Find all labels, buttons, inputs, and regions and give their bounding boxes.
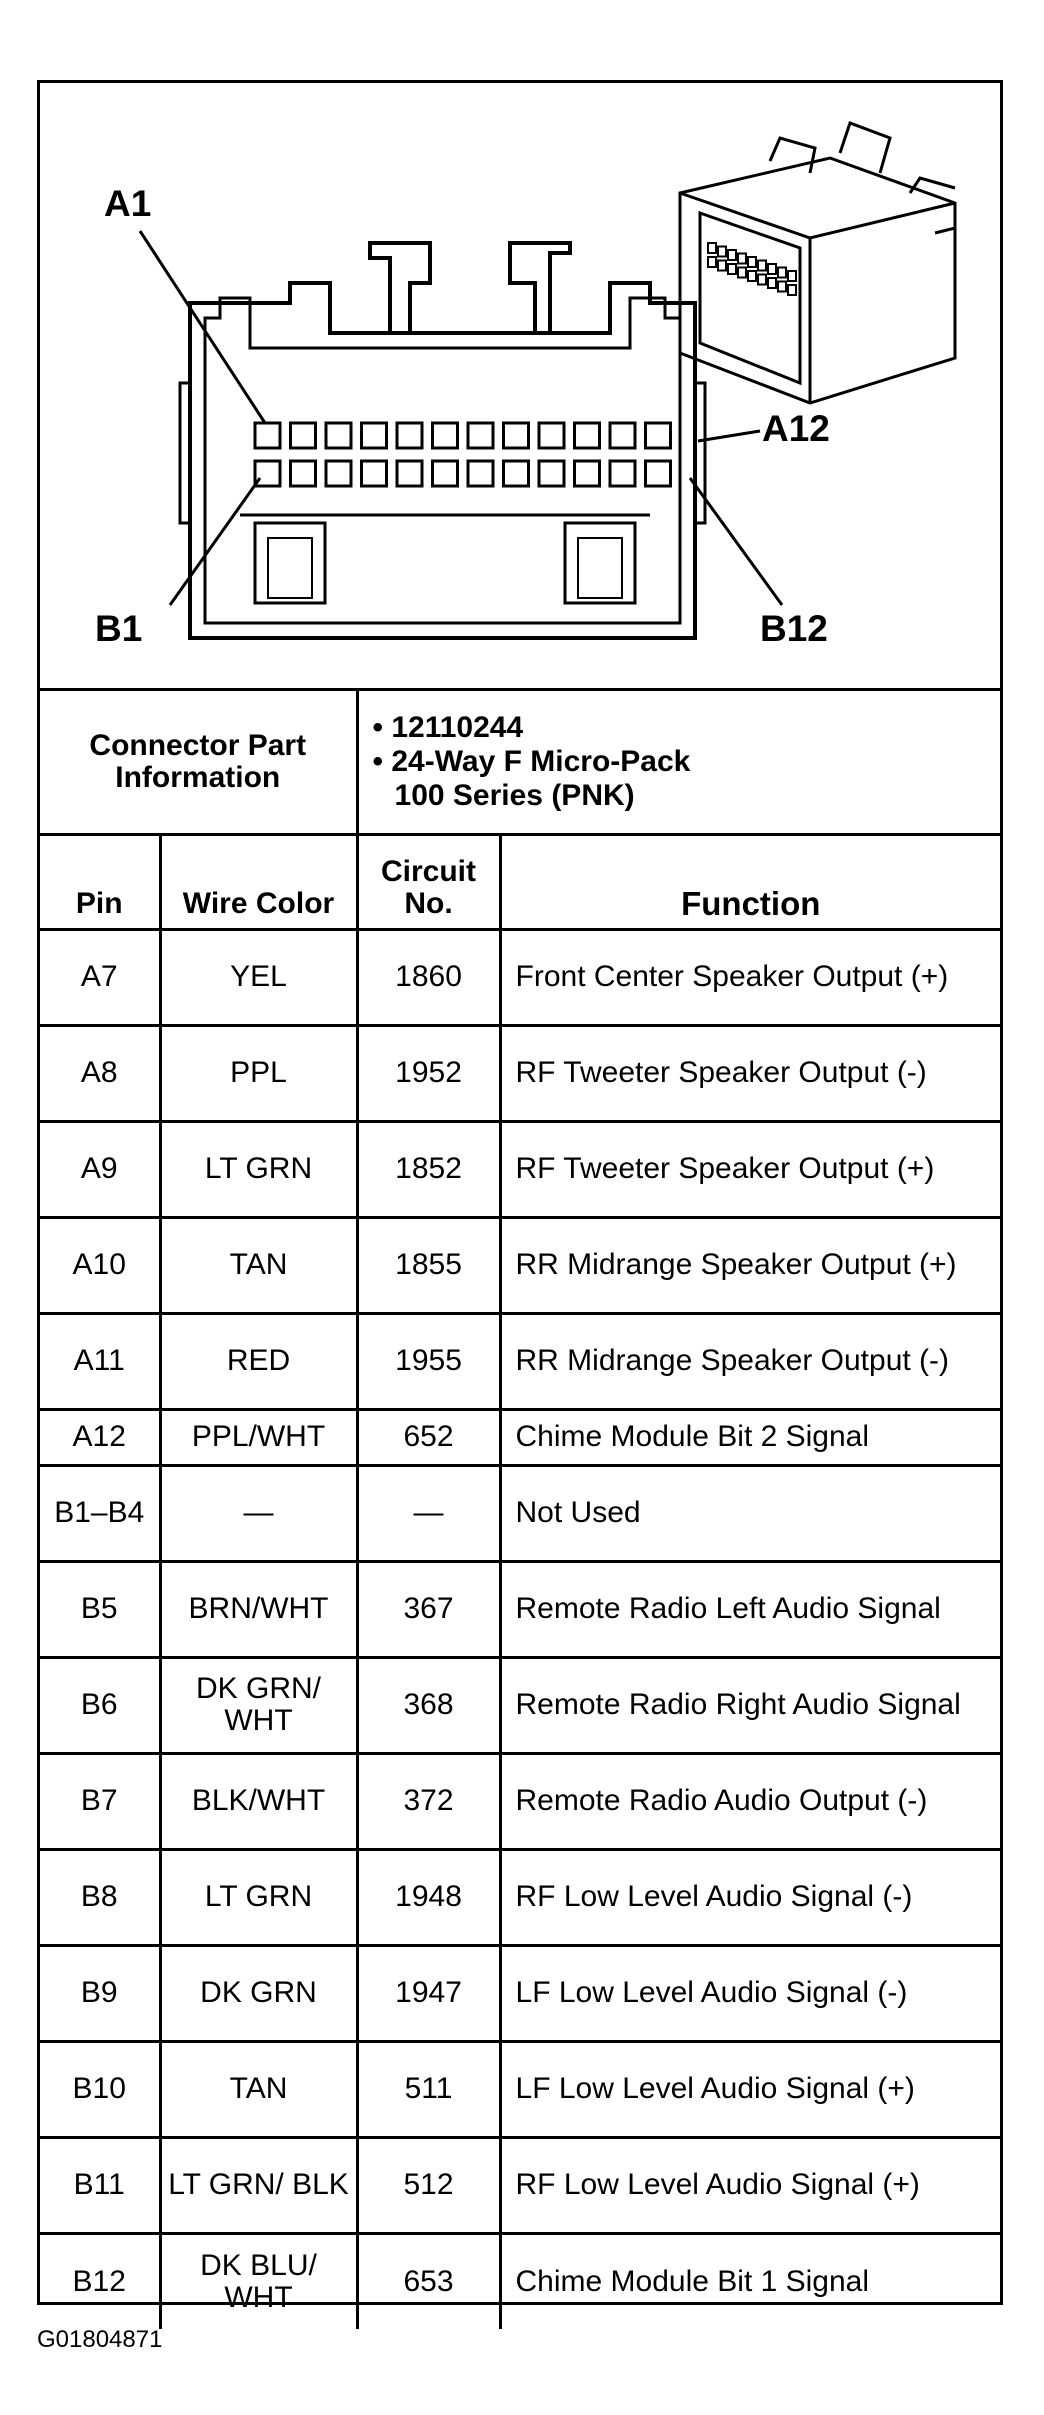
pin-cell: A11 (40, 1313, 160, 1409)
table-row (40, 1025, 1000, 1121)
iso-cavity (728, 250, 736, 260)
circuit-cell: 367 (357, 1561, 500, 1657)
table-row (40, 2233, 1000, 2329)
wire-color-cell: — (160, 1465, 357, 1561)
function-cell: RR Midrange Speaker Output (-) (500, 1313, 1000, 1409)
table-row (40, 2041, 1000, 2137)
function-cell: Not Used (500, 1465, 1000, 1561)
pin-cell: B9 (40, 1945, 160, 2041)
pin-cell: A12 (40, 1409, 160, 1465)
wire-color-cell: BRN/WHT (160, 1561, 357, 1657)
pin-cell: B12 (40, 2233, 160, 2329)
table-row (40, 1561, 1000, 1657)
circuit-cell: 368 (357, 1657, 500, 1753)
header-circuit: Circuit No. (357, 834, 500, 929)
table-row (40, 1217, 1000, 1313)
pin-cell: B6 (40, 1657, 160, 1753)
iso-cavity (748, 271, 756, 281)
function-cell: RF Tweeter Speaker Output (+) (500, 1121, 1000, 1217)
circuit-cell: — (357, 1465, 500, 1561)
wire-color-cell: TAN (160, 1217, 357, 1313)
iso-cavity (708, 257, 716, 267)
pin-cell: B11 (40, 2137, 160, 2233)
connector-info-label: Connector Part Information (40, 691, 357, 834)
pin-cavity (433, 461, 458, 486)
circuit-cell: 1952 (357, 1025, 500, 1121)
circuit-cell: 372 (357, 1753, 500, 1849)
function-cell: Chime Module Bit 2 Signal (500, 1409, 1000, 1465)
circuit-cell: 1948 (357, 1849, 500, 1945)
wire-color-cell: PPL (160, 1025, 357, 1121)
function-cell: RR Midrange Speaker Output (+) (500, 1217, 1000, 1313)
left-latch-inner (268, 538, 312, 598)
function-cell: RF Low Level Audio Signal (-) (500, 1849, 1000, 1945)
housing-outline (190, 243, 695, 638)
right-rib (695, 383, 705, 523)
iso-cavity (788, 271, 796, 281)
pin-cell: A9 (40, 1121, 160, 1217)
connector-frame (37, 80, 1003, 2314)
function-cell: RF Tweeter Speaker Output (-) (500, 1025, 1000, 1121)
iso-cavity (708, 243, 716, 253)
circuit-cell: 1852 (357, 1121, 500, 1217)
leader-a12 (698, 431, 760, 441)
table-header-row (40, 834, 1000, 929)
circuit-cell: 1947 (357, 1945, 500, 2041)
pin-cavities (255, 423, 671, 486)
circuit-cell: 1855 (357, 1217, 500, 1313)
header-pin: Pin (40, 834, 160, 929)
circuit-cell: 512 (357, 2137, 500, 2233)
table-row (40, 929, 1000, 1025)
circuit-cell: 653 (357, 2233, 500, 2329)
table-row (40, 2137, 1000, 2233)
leader-b1 (170, 478, 260, 605)
left-rib (180, 383, 190, 523)
pin-cell: B7 (40, 1753, 160, 1849)
header-wire-color: Wire Color (160, 834, 357, 929)
iso-cavity (778, 268, 786, 278)
pin-cell: B10 (40, 2041, 160, 2137)
pin-cavity (468, 423, 493, 448)
pin-cavity (539, 423, 564, 448)
right-latch (565, 523, 635, 603)
table-row (40, 1849, 1000, 1945)
connector-type: • 24-Way F Micro-Pack (372, 744, 691, 778)
wire-color-cell: LT GRN (160, 1121, 357, 1217)
table-row (40, 1945, 1000, 2041)
iso-cavity (778, 282, 786, 292)
function-cell: RF Low Level Audio Signal (+) (500, 2137, 1000, 2233)
pin-cavity (575, 423, 600, 448)
pin-cavity (326, 423, 351, 448)
label-b1: B1 (95, 608, 143, 649)
pin-cavity (539, 461, 564, 486)
pin-cavity (362, 461, 387, 486)
pin-cavity (575, 461, 600, 486)
wire-color-cell: PPL/WHT (160, 1409, 357, 1465)
table-row (40, 1409, 1000, 1465)
function-cell: Remote Radio Left Audio Signal (500, 1561, 1000, 1657)
iso-cavity (758, 261, 766, 271)
pin-cavity (504, 423, 529, 448)
pin-cavity (504, 461, 529, 486)
wire-color-cell: LT GRN/ BLK (160, 2137, 357, 2233)
pin-cell: A7 (40, 929, 160, 1025)
pin-cavity (255, 423, 280, 448)
function-cell: Front Center Speaker Output (+) (500, 929, 1000, 1025)
function-cell: Remote Radio Audio Output (-) (500, 1753, 1000, 1849)
iso-cavity (788, 285, 796, 295)
pin-cell: B8 (40, 1849, 160, 1945)
table-row (40, 1753, 1000, 1849)
function-cell: Chime Module Bit 1 Signal (500, 2233, 1000, 2329)
connector-iso-sketch (680, 123, 955, 403)
iso-cavity-grid (708, 243, 796, 295)
pin-cavity (397, 461, 422, 486)
pin-cavity (291, 423, 316, 448)
pin-cavity (433, 423, 458, 448)
connector-part-number: • 12110244 (372, 710, 524, 744)
right-latch-inner (578, 538, 622, 598)
iso-cavity (738, 268, 746, 278)
table-row (40, 1313, 1000, 1409)
circuit-cell: 1860 (357, 929, 500, 1025)
connector-info-details (357, 691, 1000, 834)
pin-cell: A8 (40, 1025, 160, 1121)
function-cell: LF Low Level Audio Signal (+) (500, 2041, 1000, 2137)
connector-face-drawing (40, 83, 1000, 688)
pin-cavity (326, 461, 351, 486)
pin-cavity (610, 461, 635, 486)
wire-color-cell: DK GRN (160, 1945, 357, 2041)
circuit-cell: 652 (357, 1409, 500, 1465)
label-a12: A12 (762, 408, 830, 449)
circuit-cell: 511 (357, 2041, 500, 2137)
pin-cavity (397, 423, 422, 448)
connector-series: 100 Series (PNK) (394, 778, 635, 812)
iso-cavity (718, 261, 726, 271)
pin-cell: A10 (40, 1217, 160, 1313)
label-a1: A1 (104, 183, 152, 224)
wire-color-cell: DK GRN/ WHT (160, 1657, 357, 1753)
table-row (40, 1657, 1000, 1753)
header-function: Function (500, 834, 1000, 929)
wire-color-cell: BLK/WHT (160, 1753, 357, 1849)
wire-color-cell: YEL (160, 929, 357, 1025)
iso-cavity (748, 257, 756, 267)
pin-cell: B5 (40, 1561, 160, 1657)
table-row (40, 1465, 1000, 1561)
pin-cavity (362, 423, 387, 448)
iso-cavity (738, 254, 746, 264)
pin-cavity (646, 423, 671, 448)
circuit-cell: 1955 (357, 1313, 500, 1409)
function-cell: Remote Radio Right Audio Signal (500, 1657, 1000, 1753)
figure-code: G01804871 (37, 2326, 163, 2353)
iso-cavity (768, 264, 776, 274)
pin-cavity (646, 461, 671, 486)
pin-cavity (468, 461, 493, 486)
leader-a1 (140, 231, 265, 423)
function-cell: LF Low Level Audio Signal (-) (500, 1945, 1000, 2041)
iso-cavity (758, 275, 766, 285)
connector-info-row (40, 691, 1000, 834)
label-b12: B12 (760, 608, 828, 649)
iso-cavity (768, 278, 776, 288)
wire-color-cell: TAN (160, 2041, 357, 2137)
iso-cavity (728, 264, 736, 274)
left-latch (255, 523, 325, 603)
wire-color-cell: DK BLU/ WHT (160, 2233, 357, 2329)
table-row (40, 1121, 1000, 1217)
wire-color-cell: LT GRN (160, 1849, 357, 1945)
leader-b12 (690, 478, 782, 605)
connector-diagram (40, 83, 1000, 691)
pin-cell: B1–B4 (40, 1465, 160, 1561)
iso-cavity (718, 247, 726, 257)
wire-color-cell: RED (160, 1313, 357, 1409)
pin-cavity (610, 423, 635, 448)
pinout-table (40, 691, 1000, 2329)
pin-cavity (291, 461, 316, 486)
